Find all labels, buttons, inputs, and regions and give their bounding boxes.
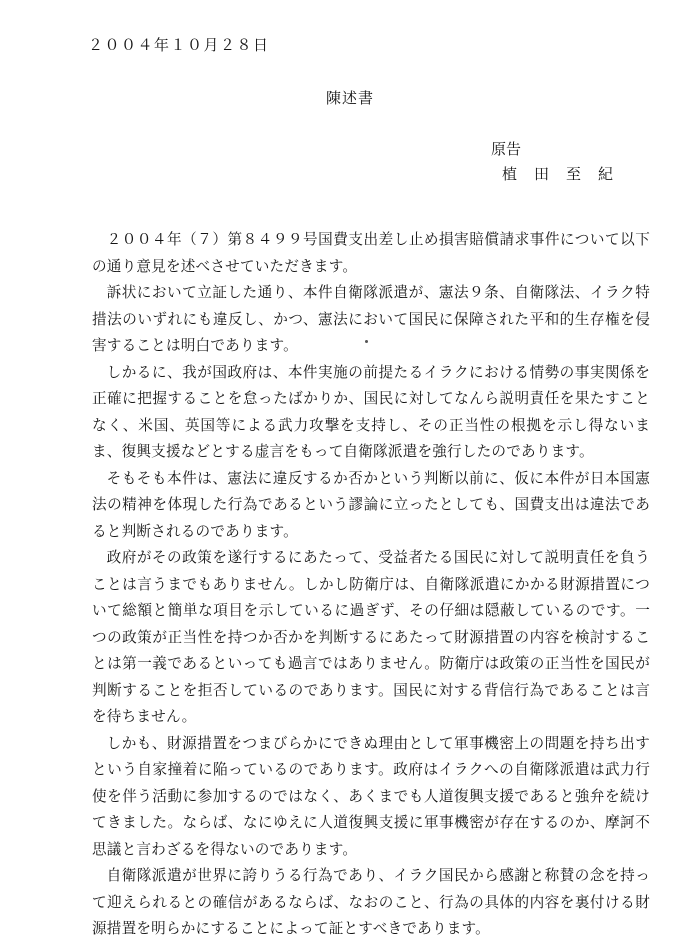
paragraph: 自衛隊派遣が世界に誇りうる行為であり、イラク国民から感謝と称賛の念を持って迎えられるとの確信があるならば、なおのこと、行為の具体的内容を裏付ける財源措置を明らかにすることによって証とすべきであります。	[92, 867, 651, 937]
paragraph: 政府がその政策を遂行するにあたって、受益者たる国民に対して説明責任を負うことは言うまでもありません。しかし防衛庁は、自衛隊派遣にかかる財源措置について総額と簡単な項目を示しているに過ぎず、その仔細は隠蔽しているのです。一つの政策が正当性を持つか否かを判断するにあたって財源措置の内容を検討することは第一義であるといっても過言ではありません。防衛庁は政策の正当性を国民が判断することを拒否しているのであります。国民に対する背信行為であることは言を待ちません。	[92, 549, 650, 725]
author-name-char: 田	[534, 165, 550, 183]
author-name-char: 紀	[598, 165, 614, 183]
author-role: 原告	[491, 140, 522, 158]
paragraph: ２００４年（７）第８４９９号国費支出差し止め損害賠償請求事件について以下の通り意見を述べさせていただきます。	[92, 231, 650, 275]
author-name-char: 植	[502, 165, 518, 183]
scan-speck	[365, 340, 368, 343]
paragraph: そもそも本件は、憲法に違反するか否かという判断以前に、仮に本件が日本国憲法の精神を体現した行為であるという謬論に立ったとしても、国費支出は違法であると判断されるのであります。	[92, 469, 650, 540]
paragraph: しかるに、我が国政府は、本件実施の前提たるイラクにおける情勢の事実関係を正確に把握することを怠ったばかりか、国民に対してなんら説明責任を果たすことなく、米国、英国等による武力攻撃を支持し、その正当性の根拠を示し得ないまま、復興支援などとする虚言をもって自衛隊派遣を強行したのであります。	[92, 363, 650, 460]
document-title: 陳述書	[325, 89, 374, 107]
author-name	[502, 163, 630, 184]
paragraph: しかも、財源措置をつまびらかにできぬ理由として軍事機密上の問題を持ち出すという自家撞着に陥っているのであります。政府はイラクへの自衛隊派遣は武力行使を伴う活動に参加するのではなく、あくまでも人道復興支援であると強弁を続けてきました。ならば、なにゆえに人道復興支援に軍事機密が存在するのか、摩訶不思議と言わざるを得ないのであります。	[92, 734, 651, 858]
author-name-char: 至	[566, 165, 582, 183]
paragraph: 訴状において立証した通り、本件自衛隊派遣が、憲法９条、自衛隊法、イラク特措法のいずれにも違反し、かつ、憲法において国民に保障された平和的生存権を侵害することは明白であります。	[92, 284, 650, 354]
document-date: ２００４年１０月２８日	[88, 36, 270, 54]
document-body	[92, 227, 650, 943]
